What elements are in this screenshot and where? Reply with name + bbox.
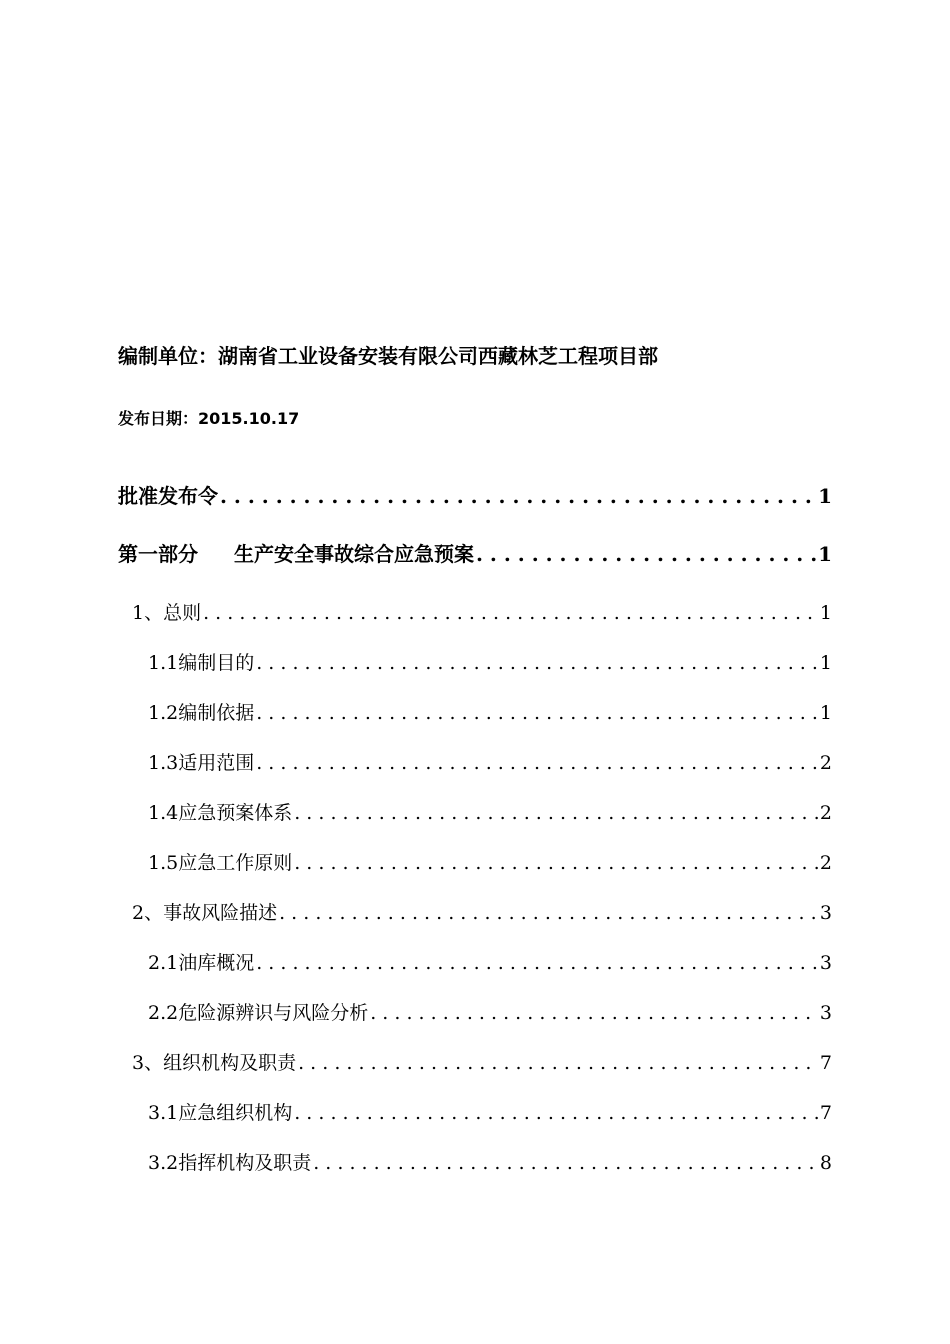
- toc-page-number: 7: [819, 1102, 832, 1124]
- toc-leader-dots: [254, 702, 818, 724]
- toc-entry-title: 2.2危险源辨识与风险分析: [148, 1002, 369, 1024]
- toc-leader-dots: [292, 1102, 818, 1124]
- toc-page-number: 1: [819, 602, 832, 624]
- toc-entry-2-2[interactable]: [148, 998, 832, 1025]
- toc-leader-dots: [254, 952, 818, 974]
- compiler-unit: 编制单位：湖南省工业设备安装有限公司西藏林芝工程项目部: [118, 344, 658, 368]
- toc-leader-dots: [201, 602, 818, 624]
- toc-page-number: 3: [819, 952, 832, 974]
- toc-entry-title: 2.1油库概况: [148, 952, 255, 974]
- release-date: 发布日期：2015.10.17: [118, 409, 300, 428]
- toc-page-number: 2: [819, 752, 832, 774]
- toc-leader-dots: [218, 484, 816, 508]
- toc-entry-general-rules[interactable]: [132, 598, 832, 625]
- toc-entry-organization[interactable]: [132, 1048, 832, 1075]
- toc-entry-title: 1.4应急预案体系: [148, 802, 293, 824]
- toc-page-number: 2: [819, 852, 832, 874]
- toc-part-label: 第一部分: [118, 542, 198, 566]
- toc-entry-title: [118, 538, 474, 567]
- toc-leader-dots: [368, 1002, 818, 1024]
- toc-leader-dots: [296, 1052, 818, 1074]
- toc-leader-dots: [292, 802, 818, 824]
- toc-leader-dots: [277, 902, 818, 924]
- toc-page-number: 7: [819, 1052, 832, 1074]
- toc-entry-risk-description[interactable]: [132, 898, 832, 925]
- toc-page-number: 1: [819, 702, 832, 724]
- toc-page-number: 8: [819, 1152, 832, 1174]
- toc-entry-title: 批准发布令: [118, 484, 218, 508]
- toc-entry-title: 1.5应急工作原则: [148, 852, 293, 874]
- toc-entry-3-2[interactable]: [148, 1148, 832, 1175]
- toc-entry-title: 3、组织机构及职责: [132, 1052, 297, 1074]
- toc-entry-part-one[interactable]: [118, 538, 832, 567]
- toc-entry-title: 1、总则: [132, 602, 202, 624]
- toc-page-number: 1: [818, 542, 832, 566]
- toc-page-number: 3: [819, 902, 832, 924]
- toc-entry-title: 2、事故风险描述: [132, 902, 278, 924]
- toc-leader-dots: [311, 1152, 818, 1174]
- toc-entry-1-4[interactable]: [148, 798, 832, 825]
- toc-entry-title: 1.1编制目的: [148, 652, 255, 674]
- toc-entry-2-1[interactable]: [148, 948, 832, 975]
- toc-entry-1-2[interactable]: [148, 698, 832, 725]
- toc-entry-1-3[interactable]: [148, 748, 832, 775]
- toc-entry-title: 1.3适用范围: [148, 752, 255, 774]
- toc-page-number: 1: [819, 652, 832, 674]
- toc-leader-dots: [254, 652, 818, 674]
- toc-entry-title: 3.2指挥机构及职责: [148, 1152, 312, 1174]
- toc-entry-3-1[interactable]: [148, 1098, 832, 1125]
- toc-leader-dots: [474, 542, 816, 566]
- toc-entry-title: 1.2编制依据: [148, 702, 255, 724]
- toc-leader-dots: [254, 752, 818, 774]
- toc-page-number: 3: [819, 1002, 832, 1024]
- toc-entry-1-5[interactable]: [148, 848, 832, 875]
- toc-entry-approval-order[interactable]: [118, 480, 832, 509]
- toc-part-title: 生产安全事故综合应急预案: [234, 542, 474, 566]
- toc-entry-1-1[interactable]: [148, 648, 832, 675]
- toc-page-number: 1: [818, 484, 832, 508]
- toc-leader-dots: [292, 852, 818, 874]
- toc-page-number: 2: [819, 802, 832, 824]
- toc-entry-title: 3.1应急组织机构: [148, 1102, 293, 1124]
